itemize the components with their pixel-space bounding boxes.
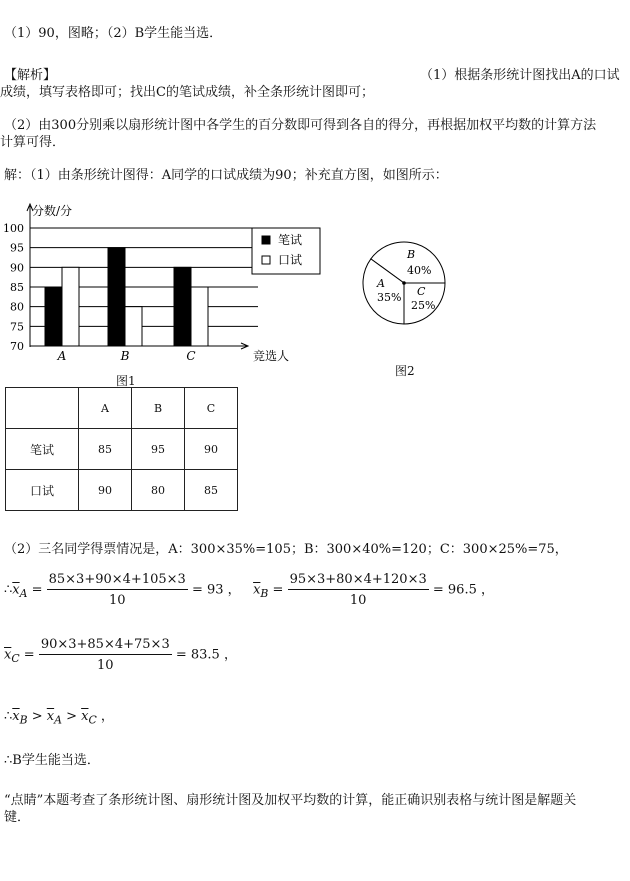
analysis-line2: 成绩，填写表格即可；找出C的笔试成绩，补全条形统计图即可； xyxy=(0,85,374,100)
comment-line1: “点睛”本题考查了条形统计图、扇形统计图及加权平均数的计算，能正确识别表格与统计图是解题关 xyxy=(4,793,577,808)
table-cell: 80 xyxy=(132,470,185,511)
fraction-denominator: 10 xyxy=(96,658,114,673)
figure1-caption: 图1 xyxy=(116,374,136,388)
table-cell: 口试 xyxy=(6,470,79,511)
pie-center xyxy=(402,281,406,285)
x-tick-label: C xyxy=(186,349,196,363)
table-cell: C xyxy=(185,388,238,429)
mean-symbol: $\overline{x}$ xyxy=(81,709,89,724)
fraction-denominator: 10 xyxy=(349,593,367,608)
table-cell: B xyxy=(132,388,185,429)
greater-than: > xyxy=(31,709,43,724)
mean-symbol: $\overline{x}$ xyxy=(4,647,12,663)
pie-value-label: 40% xyxy=(407,264,432,277)
analysis-part2-line2: 计算可得． xyxy=(0,135,66,150)
pie-category-label: B xyxy=(407,248,416,261)
analysis-part2-line1: （2）由300分别乘以扇形统计图中各学生的百分数即可得到各自的得分，再根据加权平均数的计算方法 xyxy=(4,118,597,133)
table-header-row xyxy=(6,388,238,429)
bar-oral xyxy=(191,287,208,346)
pie-chart xyxy=(347,235,457,345)
table-cell: 90 xyxy=(79,470,132,511)
x-tick-label: B xyxy=(120,349,130,363)
y-tick-label: 95 xyxy=(10,241,24,255)
pie-value-label: 35% xyxy=(377,291,402,304)
fraction-numerator: 90×3+85×4+75×3 xyxy=(39,637,172,655)
mean-symbol: $\overline{x}$ xyxy=(12,709,20,724)
mean-symbol: $\overline{x}$ xyxy=(253,582,261,598)
fraction-numerator: 85×3+90×4+105×3 xyxy=(47,572,188,590)
therefore-symbol: ∴ xyxy=(4,582,13,598)
fraction-denominator: 10 xyxy=(108,593,126,608)
formula-result: = 93 xyxy=(191,582,224,598)
pie-value-label: 25% xyxy=(411,299,436,312)
greater-than: > xyxy=(66,709,77,724)
y-tick-label: 70 xyxy=(10,340,24,353)
fraction-xa xyxy=(47,572,188,608)
analysis-tag: 【解析】 xyxy=(4,68,57,83)
fraction-xb xyxy=(288,572,429,608)
legend-swatch xyxy=(262,256,270,264)
x-tick-label: A xyxy=(57,349,67,363)
table-cell: 90 xyxy=(185,429,238,470)
mean-subscript: B xyxy=(19,713,28,727)
pie-category-label: A xyxy=(377,277,385,290)
mean-symbol: $\overline{x}$ xyxy=(12,582,20,598)
comparison xyxy=(4,705,114,727)
legend-swatch xyxy=(262,236,270,244)
y-tick-label: 75 xyxy=(10,320,24,334)
table-cell: 85 xyxy=(79,429,132,470)
legend-label: 口试 xyxy=(278,253,303,267)
therefore-symbol: ∴ xyxy=(4,709,13,724)
answer-line: （1）90，图略；（2）B学生能当选． xyxy=(4,26,223,41)
table-cell: A xyxy=(79,388,132,429)
figure2-caption: 图2 xyxy=(395,364,415,378)
conclusion: ∴B学生能当选． xyxy=(4,753,100,768)
bar-oral xyxy=(125,307,142,346)
mean-subscript: A xyxy=(54,713,62,727)
y-tick-label: 80 xyxy=(10,300,24,314)
y-tick-label: 90 xyxy=(10,261,24,275)
bar-written xyxy=(108,248,125,346)
formula-result: = 83.5 xyxy=(175,647,220,663)
mean-symbol: $\overline{x}$ xyxy=(46,709,55,724)
legend-label: 笔试 xyxy=(278,233,303,247)
mean-subscript: C xyxy=(11,652,20,666)
part2-votes: （2）三名同学得票情况是，A：300×35%=105；B：300×40%=120；C：300×25%=75， xyxy=(4,542,568,557)
mean-subscript: B xyxy=(260,587,269,601)
comma: ， xyxy=(100,709,114,724)
table-cell: 95 xyxy=(132,429,185,470)
bar-written xyxy=(45,287,62,346)
formula-xc: $\overline{x}_C$ = $\frac{90\times 3+85\times 4+75\times 3}{10}$ = 83.5 ， xyxy=(4,637,237,673)
comment-line2: 键． xyxy=(4,810,31,825)
y-tick-label: 85 xyxy=(10,281,24,294)
formula-result: = 96.5 xyxy=(432,582,477,598)
bar-chart xyxy=(0,198,330,388)
fraction-numerator: 95×3+80×4+120×3 xyxy=(288,572,429,590)
formula-xa-xb: $\therefore\overline{x}_A$ = $\frac{85\times 3+90\times 4+105\times 3}{10}$ = 93 ， $\overline{x}_B$ = $\frac{95\times 3+80\times 4+120\times 3}{10}$ = 96.5 ， xyxy=(4,572,495,608)
table-cell: 85 xyxy=(185,470,238,511)
table-cell: 笔试 xyxy=(6,429,79,470)
fraction-xc xyxy=(39,637,172,673)
bar-written xyxy=(174,267,191,346)
x-axis-label: 竞选人 xyxy=(253,349,290,363)
score-table xyxy=(5,387,238,511)
y-tick-label: 100 xyxy=(3,222,24,235)
mean-subscript: A xyxy=(19,587,28,601)
solution-intro: 解：（1）由条形统计图得：A同学的口试成绩为90；补充直方图，如图所示： xyxy=(4,168,448,183)
comma: ， xyxy=(223,582,249,598)
y-axis-label: 分数/分 xyxy=(32,204,73,218)
mean-subscript: C xyxy=(88,713,97,727)
table-row xyxy=(6,470,238,511)
table-cell xyxy=(6,388,79,429)
table-row xyxy=(6,429,238,470)
analysis-intro: （1）根据条形统计图找出A的口试 xyxy=(420,68,620,83)
bar-oral xyxy=(62,267,79,346)
pie-category-label: C xyxy=(417,285,426,298)
